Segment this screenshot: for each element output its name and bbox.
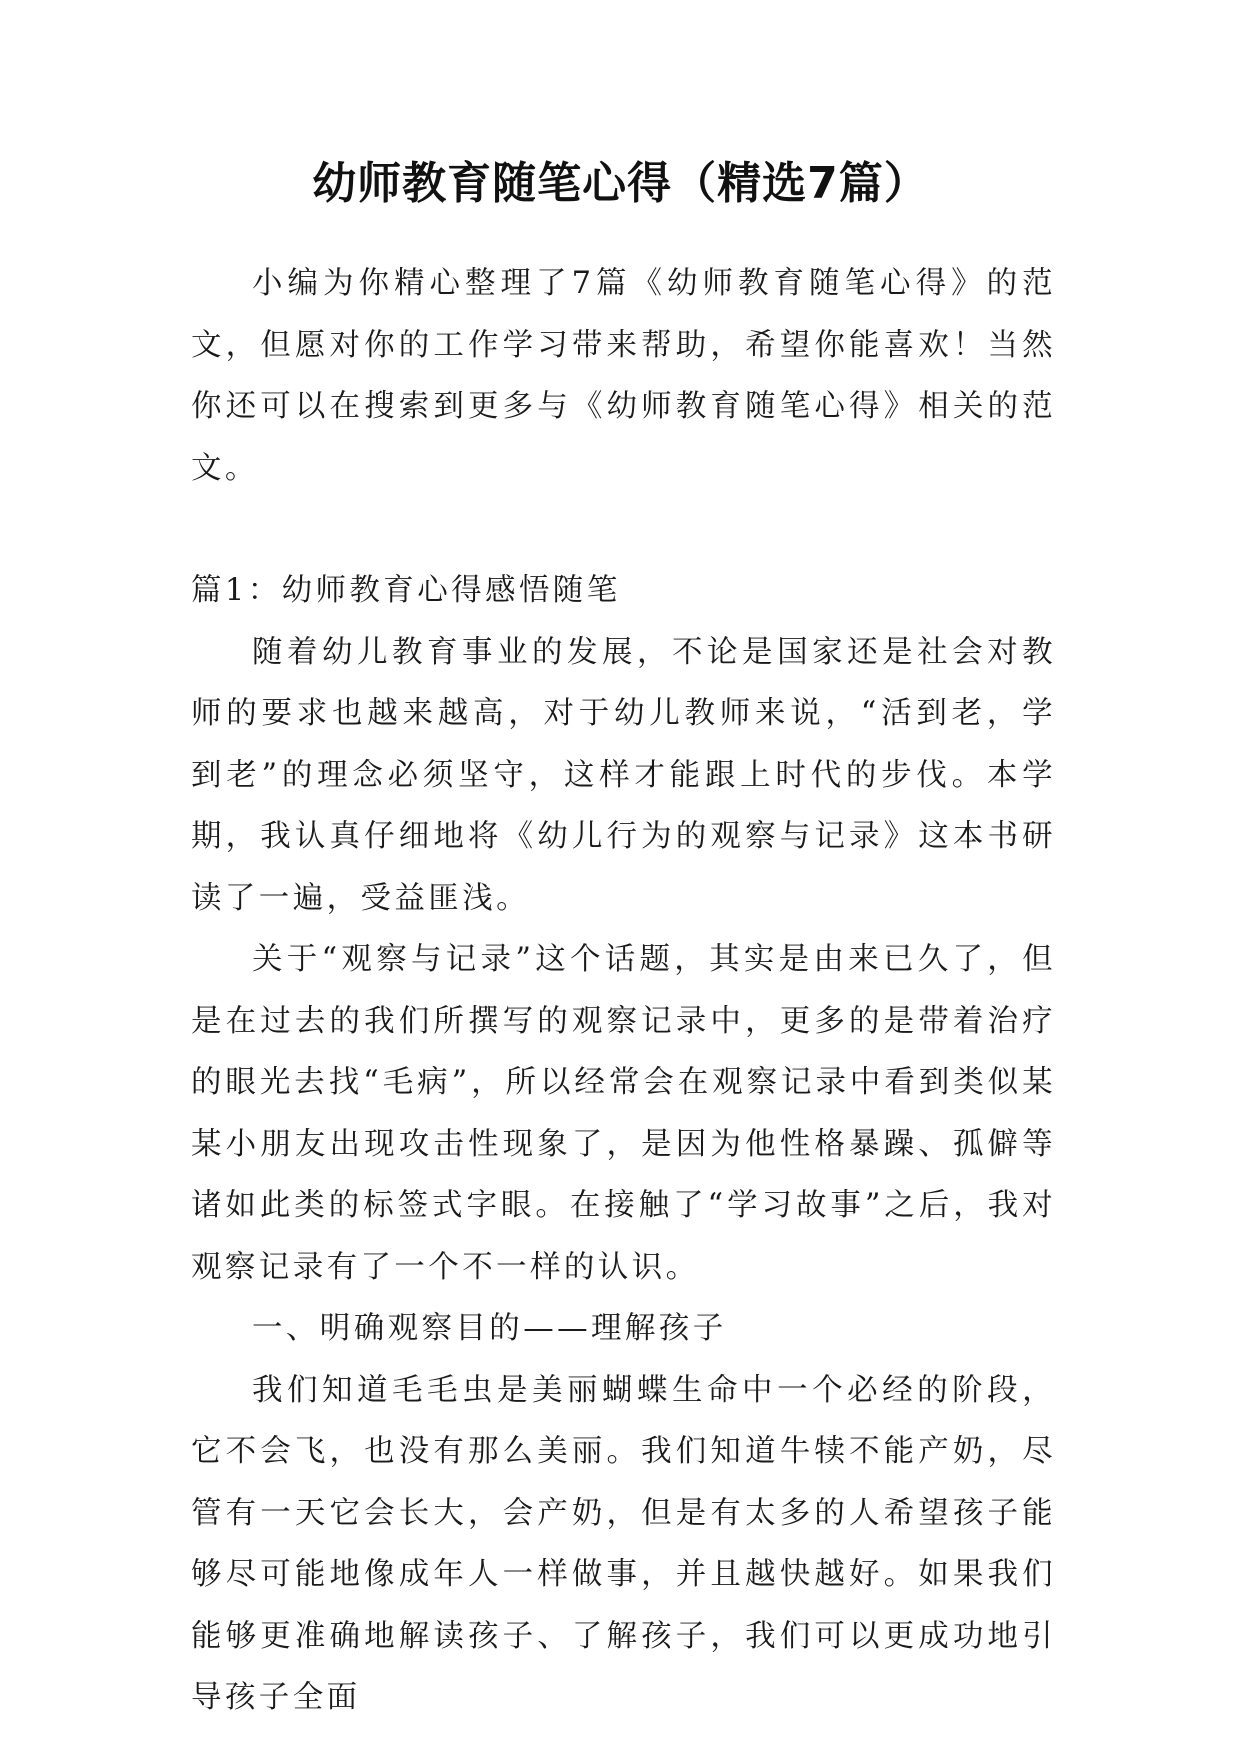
body-paragraph-3: 我们知道毛毛虫是美丽蝴蝶生命中一个必经的阶段，它不会飞，也没有那么美丽。我们知道牛犊不能产奶，尽管有一天它会长大，会产奶，但是有太多的人希望孩子能够尽可能地像成年人一样做事，并且越快越好。如果我们能够更准确地解读孩子、了解孩子，我们可以更成功地引导孩子全面 bbox=[191, 1372, 1056, 1715]
section-heading: 篇1：幼师教育心得感悟随笔 bbox=[191, 573, 621, 608]
body-paragraph-2: 关于“观察与记录”这个话题，其实是由来已久了，但是在过去的我们所撰写的观察记录中，更多的是带着治疗的眼光去找“毛病”，所以经常会在观察记录中看到类似某某小朋友出现攻击性现象了，是因为他性格暴躁、孤僻等诸如此类的标签式字眼。在接触了“学习故事”之后，我对观察记录有了一个不一样的认识。 bbox=[191, 942, 1056, 1285]
intro-paragraph: 小编为你精心整理了7篇《幼师教育随笔心得》的范文，但愿对你的工作学习带来帮助，希望你能喜欢！当然你还可以在搜索到更多与《幼师教育随笔心得》相关的范文。 bbox=[191, 266, 1056, 486]
body-paragraph-1: 随着幼儿教育事业的发展，不论是国家还是社会对教师的要求也越来越高，对于幼儿教师来说，“活到老，学到老”的理念必须坚守，这样才能跟上时代的步伐。本学期，我认真仔细地将《幼儿行为的观察与记录》这本书研读了一遍，受益匪浅。 bbox=[191, 634, 1056, 916]
subheading-1: 一、明确观察目的——理解孩子 bbox=[252, 1311, 727, 1346]
document-body bbox=[191, 253, 1056, 1729]
document-title: 幼师教育随笔心得（精选7篇） bbox=[312, 158, 929, 209]
paragraph-spacer bbox=[191, 499, 1056, 560]
